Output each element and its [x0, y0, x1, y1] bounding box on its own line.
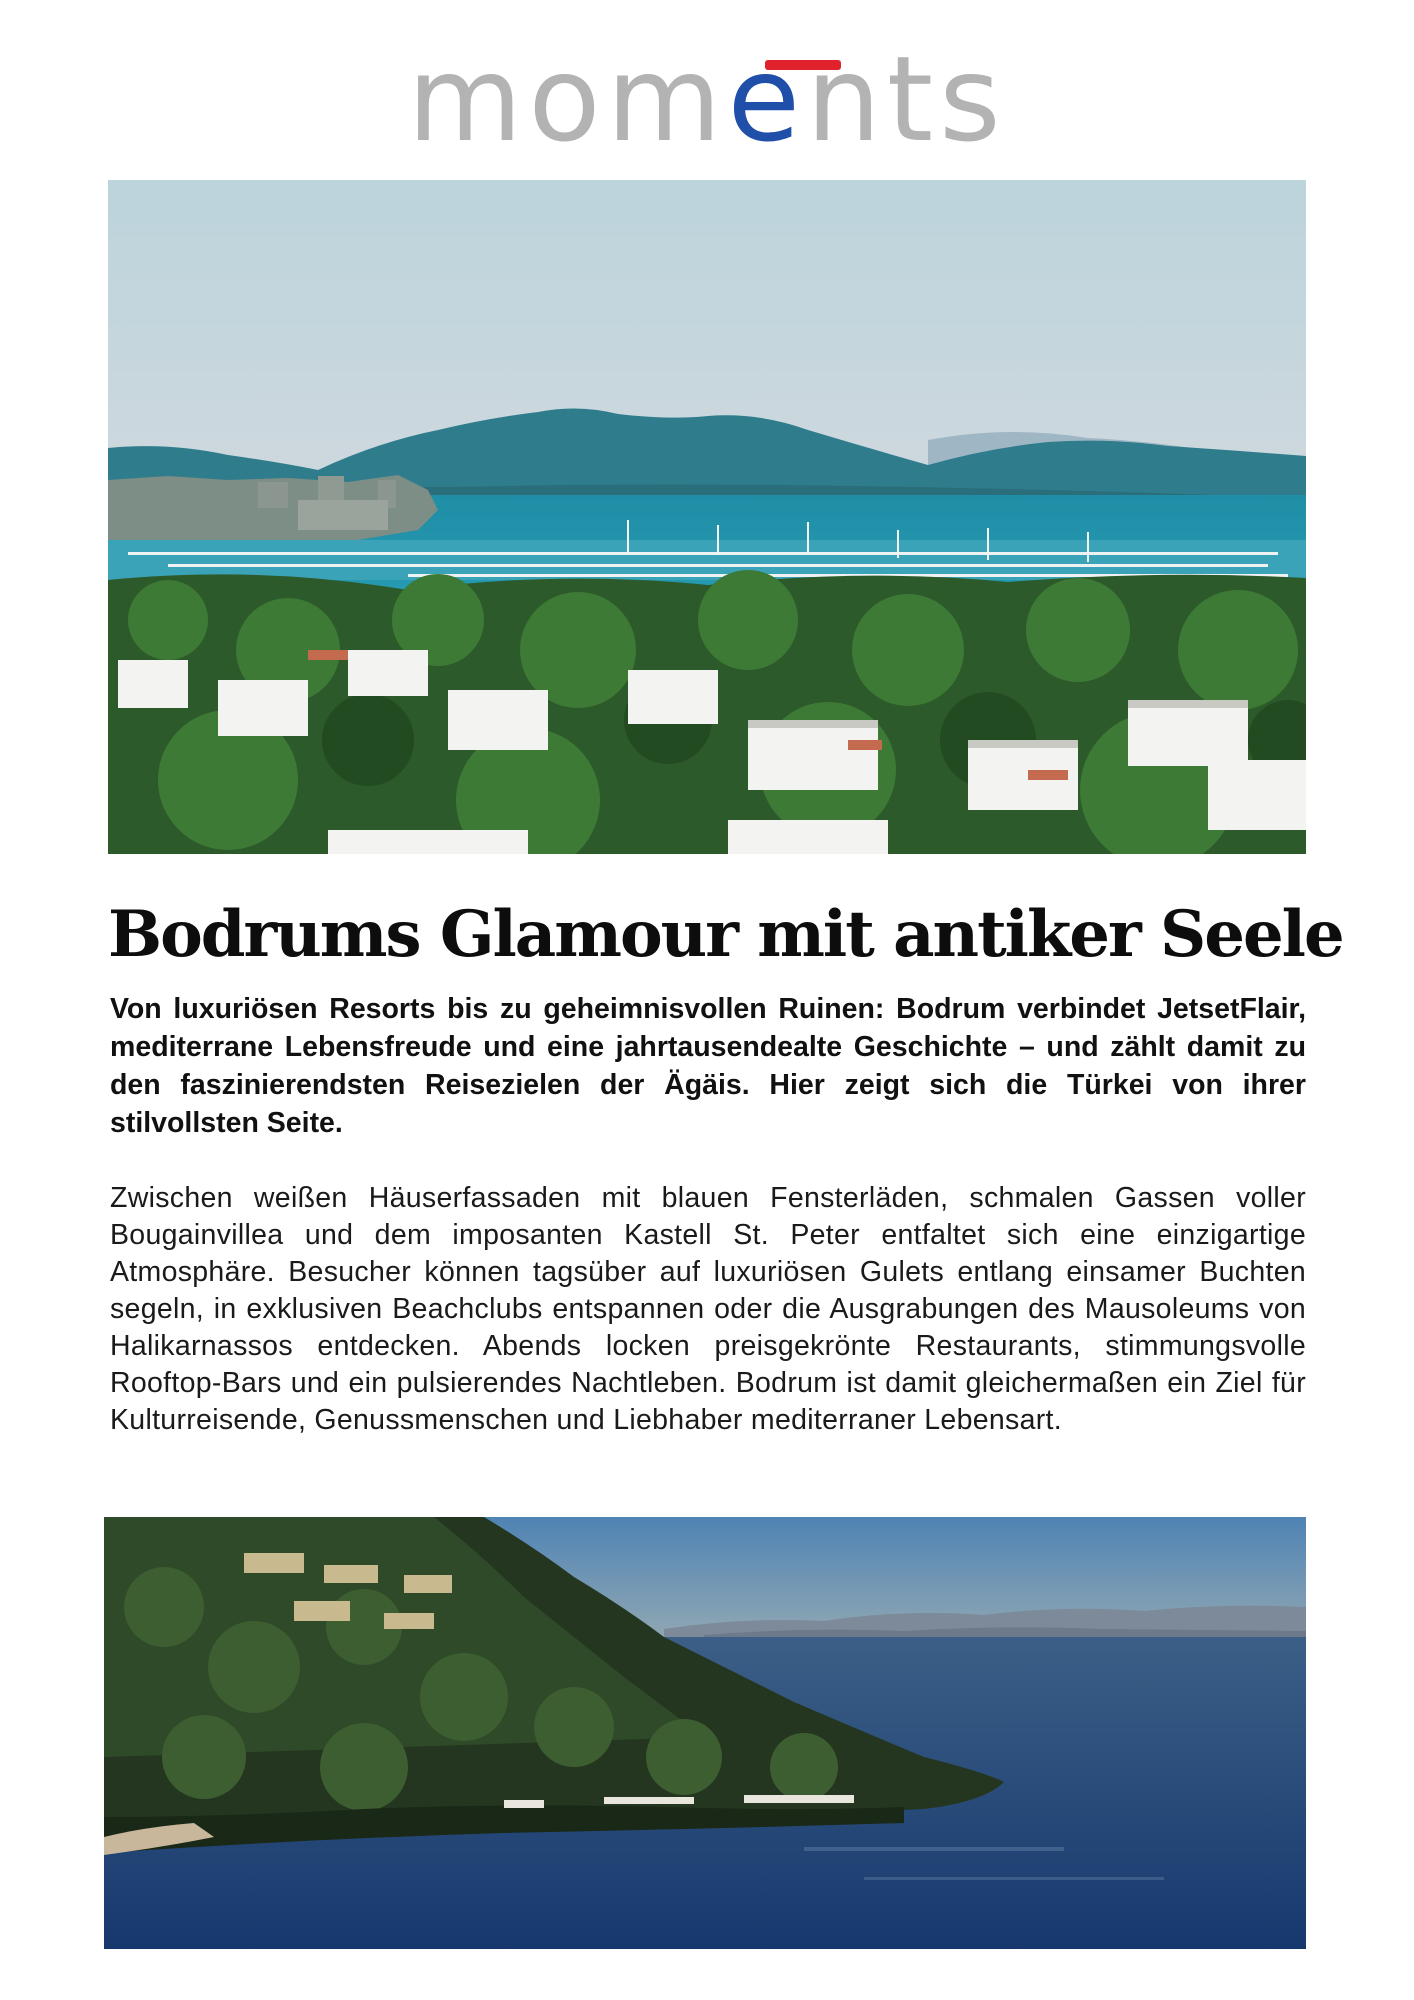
- moments-logo: [0, 40, 1414, 160]
- logo-text-start: mom: [407, 40, 728, 160]
- article-body: Zwischen weißen Häuserfassaden mit blauen Fensterläden, schmalen Gassen voller Bougainvillea und dem imposanten Kastell St. Peter entfaltet sich eine einzigartige Atmosphäre. Besucher können tagsüber auf luxuriösen Gulets entlang einsamer Buchten segeln, in exklusiven Beachclubs entspannen oder die Ausgrabungen des Mausoleums von Halikarnassos entdecken. Abends locken preisgekrönte Restaurants, stimmungsvolle Rooftop-Bars und ein pulsierendes Nachtleben. Bodrum ist damit gleichermaßen ein Ziel für Kulturreisende, Genussmenschen und Liebhaber mediterraner Lebensart.: [110, 1182, 1306, 1436]
- logo-text-end: nts: [806, 40, 1007, 160]
- logo-text-accent: e: [727, 40, 807, 160]
- photo-bodrum-coastline: [104, 1517, 1306, 1949]
- photo-bodrum-harbor: [108, 180, 1306, 854]
- svg-text:moments: [407, 40, 1006, 160]
- article-headline: Bodrums Glamour mit antiker Seele: [108, 897, 1343, 972]
- article-lead: Von luxuriösen Resorts bis zu geheimnisvollen Ruinen: Bodrum verbindet JetsetFlair, mediterrane Lebensfreude und eine jahrtausendealte Geschichte – und zählt damit zu den faszinierendsten Reisezielen der Ägäis. Hier zeigt sich die Türkei von ihrer stilvollsten Seite.: [110, 993, 1306, 1139]
